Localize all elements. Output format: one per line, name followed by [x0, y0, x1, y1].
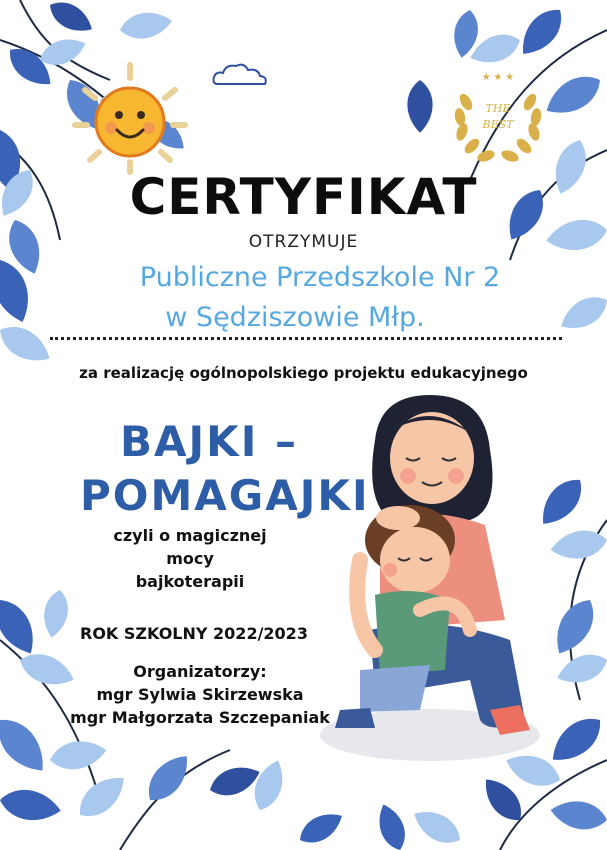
- organizer-name-1: mgr Sylwia Skirzewska: [96, 685, 304, 704]
- project-subtitle: [100, 524, 280, 593]
- sun-icon: [65, 60, 195, 180]
- badge-text-line2: BEST: [482, 118, 514, 131]
- project-description: za realizację ogólnopolskiego projektu edukacyjnego: [79, 364, 528, 382]
- project-subtitle-line3: bajkoterapii: [135, 572, 245, 591]
- cloud-icon: [210, 60, 270, 90]
- badge-text-line1: THE: [485, 102, 511, 115]
- certificate-title: CERTYFIKAT: [129, 168, 478, 226]
- project-title-line1: BAJKI –: [120, 417, 298, 466]
- project-title-line2: POMAGAJKI: [80, 471, 370, 520]
- project-subtitle-line1: czyli o magicznej: [113, 526, 267, 545]
- organizers-block: [55, 660, 345, 729]
- recipient-name-line1: Publiczne Przedszkole Nr 2: [139, 262, 501, 293]
- organizers-heading: Organizatorzy:: [133, 662, 267, 681]
- laurel-badge-icon: [448, 72, 548, 167]
- mother-hugging-child-illustration: [320, 390, 550, 770]
- receives-label: OTRZYMUJE: [248, 232, 359, 252]
- organizer-name-2: mgr Małgorzata Szczepaniak: [70, 708, 330, 727]
- project-subtitle-line2: mocy: [166, 549, 214, 568]
- recipient-name-line2: w Sędziszowie Młp.: [165, 302, 425, 333]
- dotted-divider: [50, 337, 562, 340]
- svg-text:★ ★ ★: ★ ★ ★: [481, 72, 515, 83]
- school-year: ROK SZKOLNY 2022/2023: [80, 624, 308, 643]
